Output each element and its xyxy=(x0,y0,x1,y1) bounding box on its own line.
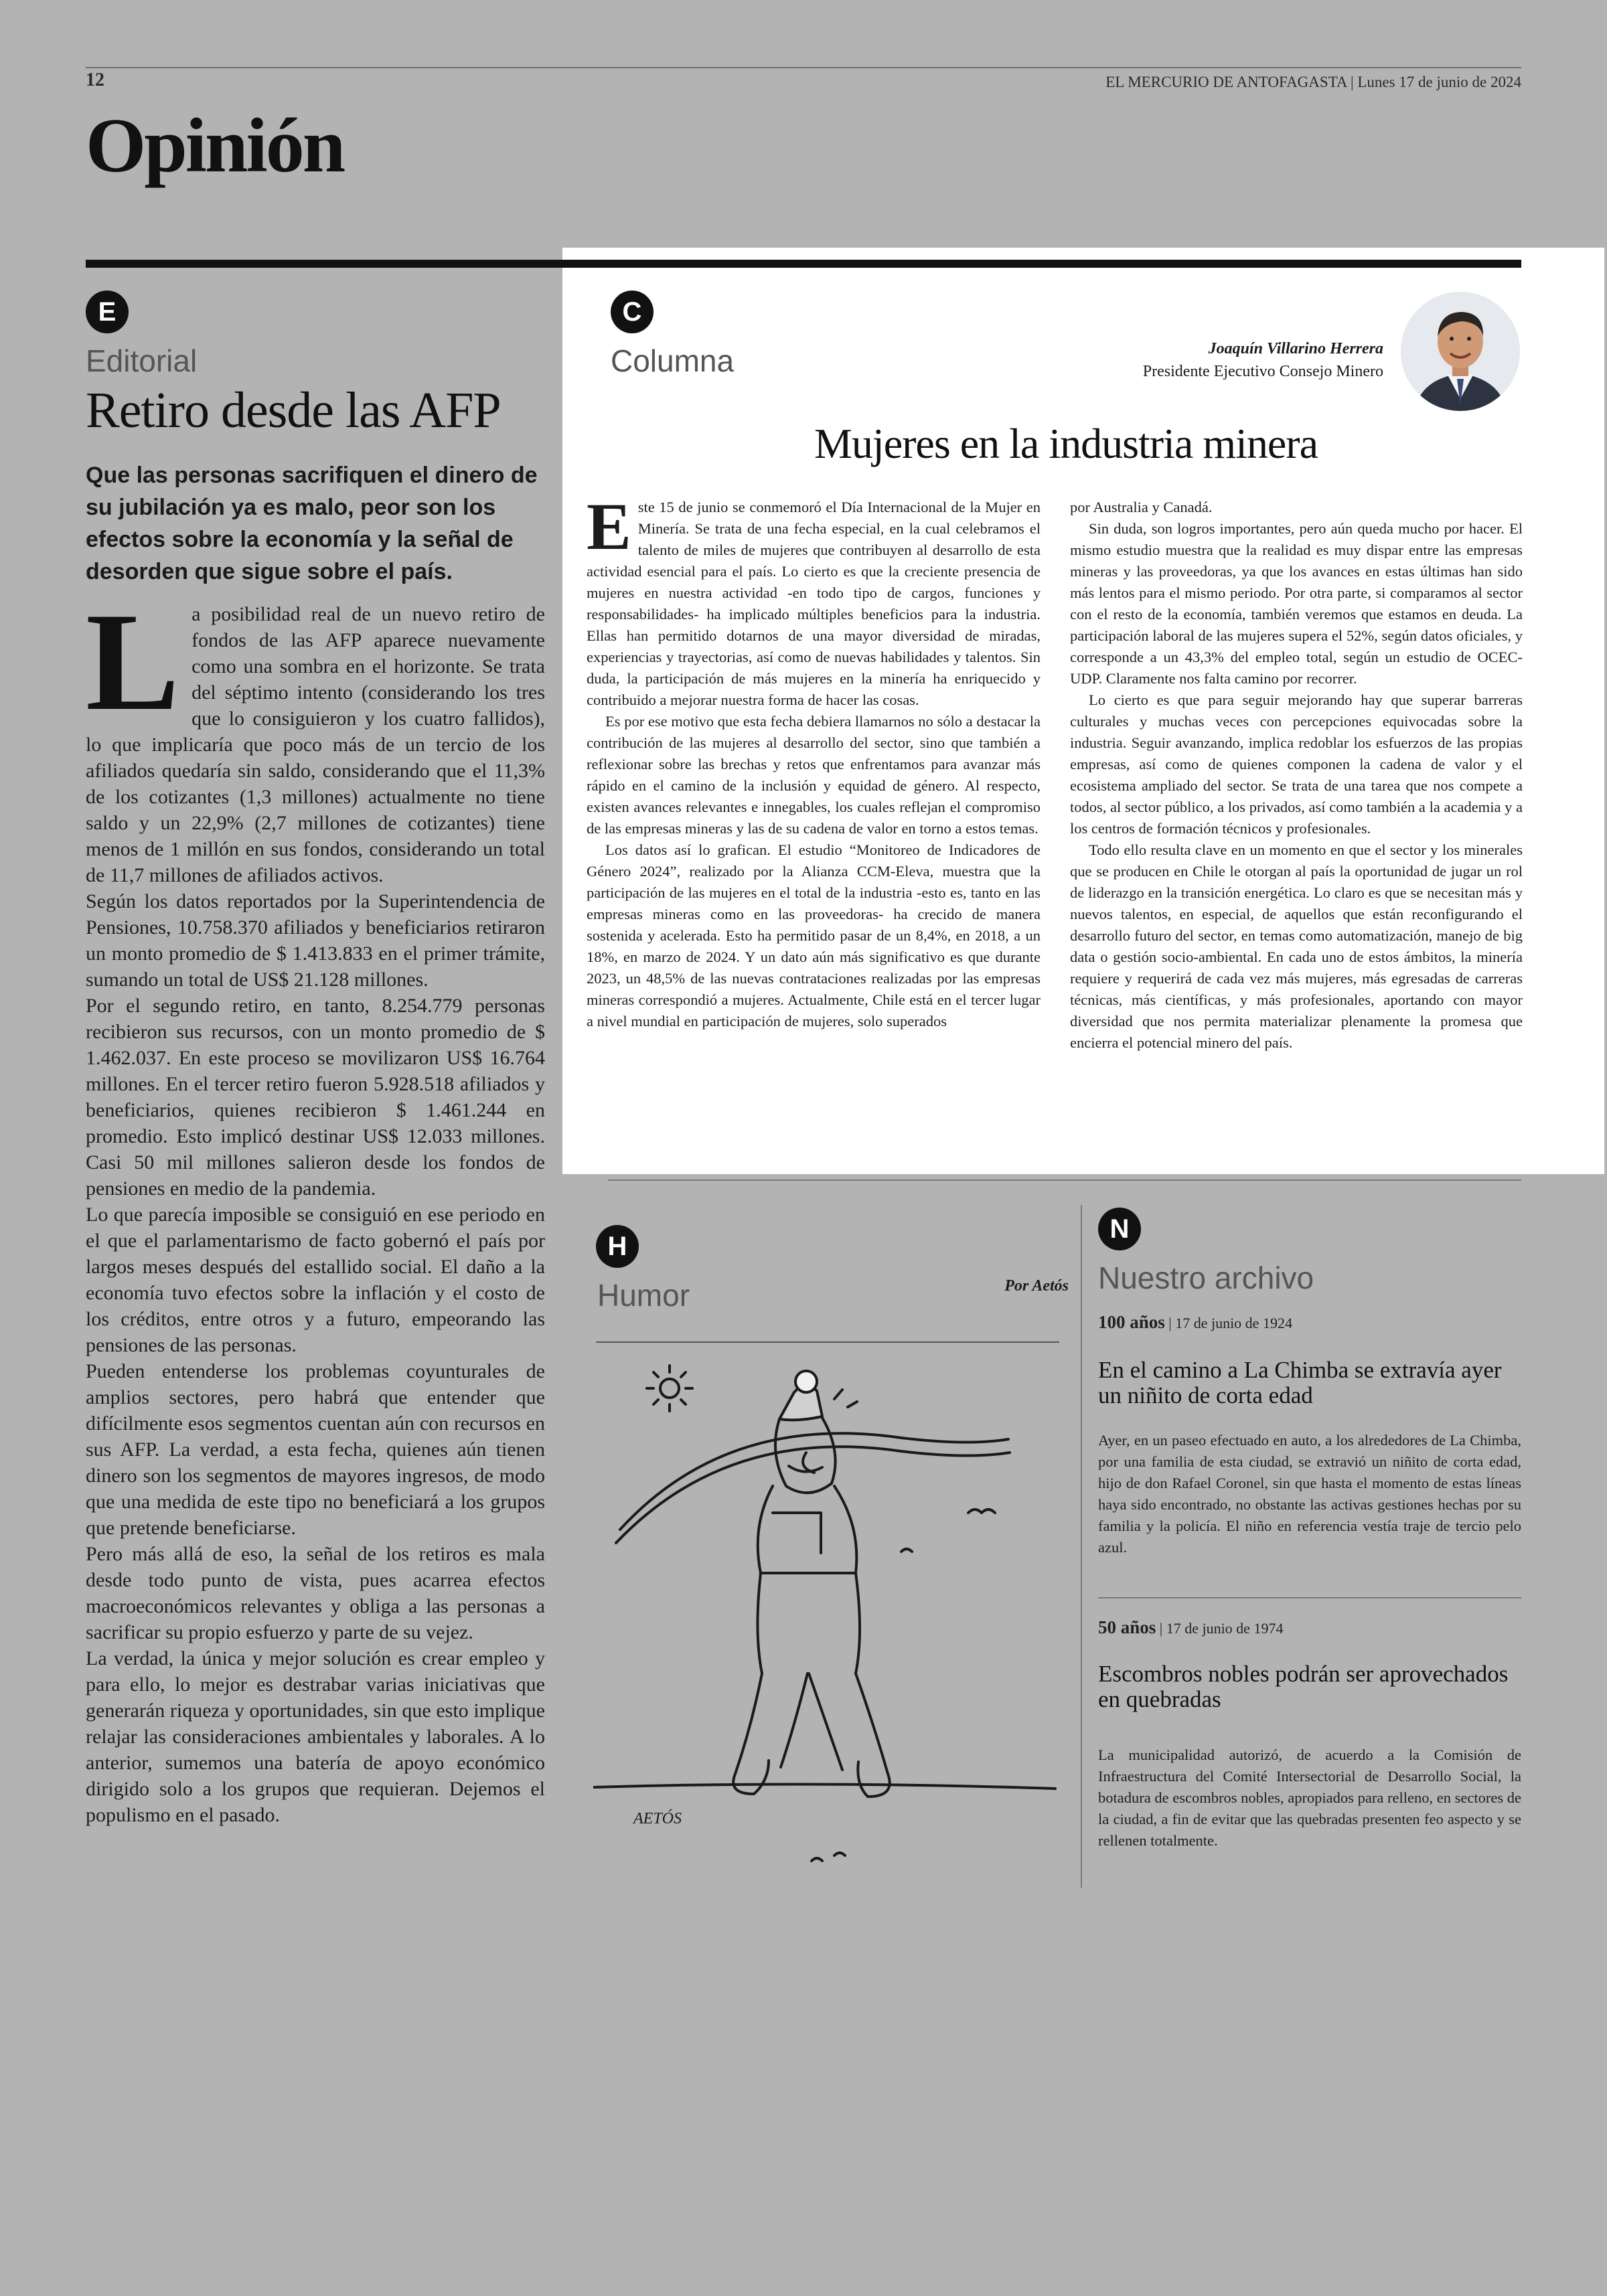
archive-item-rule xyxy=(1098,1597,1521,1598)
editorial-body xyxy=(86,584,545,1828)
editorial-lead: Que las personas sacrifiquen el dinero de su jubilación ya es malo, peor son los efectos sobre la economía y la señal de desorden que sigue sobre el país. xyxy=(86,463,538,584)
editorial-kicker: Editorial xyxy=(86,343,198,378)
column-paragraph: Los datos así lo grafican. El estudio “Monitoreo de Indicadores de Género 2024”, realizado por la Alianza CCM-Eleva, muestra que la participación de las mujeres en el total de la industria -esto es, tanto en las empresas mineras como en las proveedoras- ha crecido de manera sostenida y acelerada. Esto ha permitido pasar de un 8,4%, en 2018, a un 18%, en marzo de 2024. Y un dato aún más significativo es que durante 2023, un 48,5% de las nuevas contrataciones realizadas por las empresas mineras correspondió a mujeres. Actualmente, Chile está en el tercer lugar a nivel mundial en participación de mujeres, solo superados xyxy=(587,841,1041,1030)
humor-kicker: Humor xyxy=(597,1278,690,1313)
archive-date: 17 de junio de 1974 xyxy=(1166,1620,1284,1637)
archive-date-1: 100 años | 17 de junio de 1924 xyxy=(1098,1312,1292,1332)
archive-years: 50 años xyxy=(1098,1617,1156,1637)
header-rule xyxy=(86,67,1521,68)
column-kicker: Columna xyxy=(611,343,735,378)
editorial-paragraph: a posibilidad real de un nuevo retiro de fondos de las AFP aparece nuevamente como una sombra en el horizonte. Se trata del séptimo intento (considerando los tres que lo consiguieron y los cuatro fallidos), lo que implicaría que poco más de un tercio de los afiliados quedaría sin saldo, considerando que el 11,3% de los cotizantes (1,3 millones) actualmente no tiene saldo y un 22,9% (2,7 millones de cotizantes) tiene menos de 1 millón en sus fondos, considerando un total de 11,7 millones de afiliados activos. xyxy=(86,603,545,886)
archive-headline: Escombros nobles podrán ser aprovechados en quebradas xyxy=(1098,1661,1509,1712)
editorial-paragraph: Por el segundo retiro, en tanto, 8.254.779 personas recibieron sus recursos, con un monto promedio de $ 1.462.037. En este proceso se movilizaron US$ 16.764 millones. En el tercer retiro fueron 5.928.518 afiliados y beneficiarios, quienes recibieron $ 1.461.244 en promedio. Esto implicó destinar US$ 12.033 millones. Casi 50 mil millones salieron desde los fondos de pensiones en medio de la pandemia. xyxy=(86,995,545,1200)
column-paragraph: Todo ello resulta clave en un momento en que el sector y los minerales que se producen en Chile le otorgan al país la oportunidad de jugar un rol de liderazgo en la transición energética. Lo claro es que se necesitan más y nuevos talentos, en especial, de aquellos que están reconfigurando el desarrollo futuro del sector, en temas como automatización, manejo de big data o gestión socio-ambiental. En cada uno de estos ámbitos, la minería requiere y requerirá de cada vez más mujeres, más egresadas de carreras técnicas, más científicas, y más profesionales, aportando con mayor diversidad que nos permita materializar plenamente la promesa que encierra el potencial minero del país. xyxy=(1070,841,1523,1051)
column-author-role: Presidente Ejecutivo Consejo Minero xyxy=(1142,363,1383,380)
editorial-title: Retiro desde las AFP xyxy=(86,382,501,438)
column-title: Mujeres en la industria minera xyxy=(814,420,1318,467)
editorial-dropcap: L xyxy=(86,584,180,740)
editorial-paragraph: Lo que parecía imposible se consiguió en ese periodo en el que el parlamentarismo de facto gobernó el país por largos meses después del estallido social. El daño a la economía tuvo efectos sobre la inflación y el costo de los créditos, entre otros y a futuro, empeorando las pensiones de las personas. xyxy=(86,1204,545,1356)
archive-date: 17 de junio de 1924 xyxy=(1175,1315,1292,1331)
column-dropcap: E xyxy=(587,489,631,564)
editorial-paragraph: Pueden entenderse los problemas coyunturales de amplios sectores, pero habrá que entender que difícilmente esos segmentos cuentan aún con recursos en sus AFP. La verdad, a esta fecha, quienes aún tienen dinero son los segmentos de mayores ingresos, de modo que una medida de este tipo no beneficiará a los grupos que pretende beneficiarse. xyxy=(86,1360,545,1539)
column-col2 xyxy=(1070,497,1523,1054)
humor-badge: H xyxy=(596,1225,639,1268)
humor-byline: Por Aetós xyxy=(1004,1277,1069,1295)
author-avatar xyxy=(1401,292,1520,411)
column-col1 xyxy=(587,489,1041,1032)
humor-rule xyxy=(596,1341,1059,1343)
editorial-paragraph: Según los datos reportados por la Superintendencia de Pensiones, 10.758.370 afiliados y beneficiarios retiraron un monto promedio de $ 1.413.833 en el primer trámite, sumando un total de US$ 21.128 millones. xyxy=(86,890,545,991)
cartoon-signature: AETÓS xyxy=(633,1810,682,1827)
column-badge: C xyxy=(611,291,654,333)
archive-date-2: 50 años | 17 de junio de 1974 xyxy=(1098,1617,1284,1637)
column-paragraph: Sin duda, son logros importantes, pero aún queda mucho por hacer. El mismo estudio muestra que la realidad es muy dispar entre las empresas mineras y las proveedoras, ya que los avances en estas últimas han sido más lentos para el mismo periodo. Por otra parte, si comparamos al sector con el resto de la economía, también veremos que estamos en deuda. La participación laboral de las mujeres supera el 52%, según datos oficiales, y corresponde a un 43,3% del empleo total, según un estudio de OCEC-UDP. Claramente nos falta camino por recorrer. xyxy=(1070,520,1523,687)
column-paragraph: por Australia y Canadá. xyxy=(1070,499,1213,515)
archive-headline: En el camino a La Chimba se extravía ayer un niñito de corta edad xyxy=(1098,1357,1502,1408)
column-paragraph: Es por ese motivo que esta fecha debiera llamarnos no sólo a destacar la contribución de las mujeres al desarrollo del sector, sino que también a reflexionar sobre las brechas y retos que enfrentamos para avanzar más rápido en el camino de la inclusión y equidad de género. Al respecto, existen avances relevantes e innegables, los cuales reflejan el compromiso de las empresas mineras y las de su cadena de valor en torno a estos temas. xyxy=(587,713,1041,837)
section-title: Opinión xyxy=(86,103,344,189)
page-number: 12 xyxy=(86,70,104,90)
editorial-badge: E xyxy=(86,291,129,333)
column-bottom-rule xyxy=(608,1179,1521,1181)
masthead: EL MERCURIO DE ANTOFAGASTA | Lunes 17 de junio de 2024 xyxy=(1105,74,1521,90)
column-author: Joaquín Villarino Herrera xyxy=(1208,340,1383,357)
archive-text: Ayer, en un paseo efectuado en auto, a los alrededores de La Chimba, por una familia de esta ciudad, se extravió un niñito de corta edad, hijo de don Rafael Coronel, sin que hasta el momento de estas líneas haya sido encontrado, no obstante las activas gestiones hechas por su familia y la policía. El niño en referencia vestía traje de tercio pelo azul. xyxy=(1098,1432,1521,1556)
column-paragraph: ste 15 de junio se conmemoró el Día Internacional de la Mujer en Minería. Se trata de una fecha especial, en la cual celebramos el talento de miles de mujeres que contribuyen al desarrollo de esta actividad esencial para el país. Lo cierto es que la creciente presencia de mujeres en nuestra actividad -en todo tipo de cargos, funciones y responsabilidades- ha implicado múltiples beneficios para la industria. Ellas han permitido dotarnos de una mayor diversidad de miradas, experiencias y trayectorias, así como de nuevas habilidades y talentos. Sin duda, la participación de más mujeres en la minería ha enriquecido y contribuido a mejorar nuestra forma de hacer las cosas. xyxy=(587,499,1041,708)
archive-text: La municipalidad autorizó, de acuerdo a la Comisión de Infraestructura del Comité Intersectorial de Desarrollo Social, la botadura de escombros nobles, apropiados para relleno, en sectores de la ciudad, a fin de evitar que las quebradas presenten feo aspecto y se rellenen totalmente. xyxy=(1098,1746,1521,1849)
editorial-paragraph: Pero más allá de eso, la señal de los retiros es mala desde todo punto de vista, pues acarrea efectos macroeconómicos relevantes y obliga a las personas a sacrificar su propio esfuerzo y parte de su vejez. xyxy=(86,1543,545,1643)
archive-divider xyxy=(1081,1205,1082,1888)
archive-badge: N xyxy=(1098,1208,1141,1250)
archive-years: 100 años xyxy=(1098,1312,1165,1332)
archive-kicker: Nuestro archivo xyxy=(1098,1260,1314,1295)
editorial-paragraph: La verdad, la única y mejor solución es crear empleo y para ello, lo mejor es destrabar varias iniciativas que generarán riqueza y oportunidades, sin que esto implique relajar las consideraciones ambientales y laborales. A lo anterior, sumemos una batería de apoyo económico dirigido solo a los grupos que requieran. Dejemos el populismo en el pasado. xyxy=(86,1647,545,1826)
column-paragraph: Lo cierto es que para seguir mejorando hay que superar barreras culturales y muchas veces con percepciones equivocadas sobre la industria. Seguir avanzando, implica redoblar los esfuerzos de las propias empresas, así como de quienes componen la cadena de valor y el ecosistema ampliado del sector. Se trata de una tarea que nos compete a todos, al sector público, a los privados, así como también a la academia y a los centros de formación técnicos y profesionales. xyxy=(1070,691,1523,837)
section-rule xyxy=(86,260,1521,268)
humor-cartoon xyxy=(593,1352,1062,1888)
